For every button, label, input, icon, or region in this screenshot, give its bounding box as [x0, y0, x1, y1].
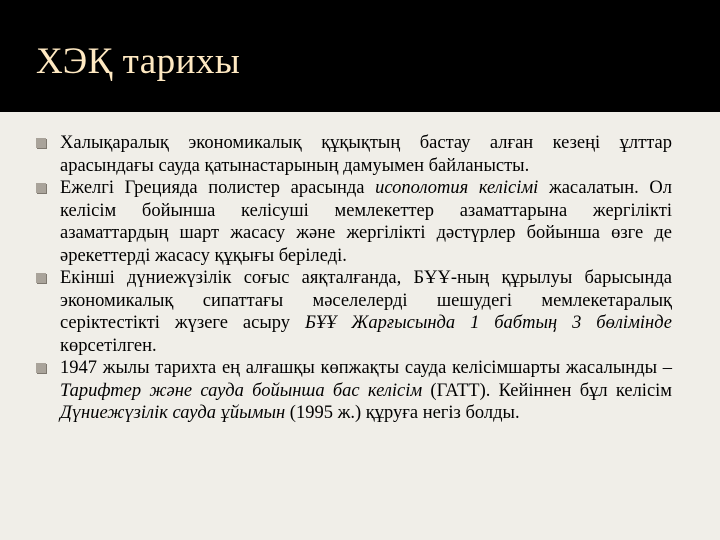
square-bullet-icon	[36, 273, 46, 283]
bullet-text: Екінші дүниежүзілік соғыс аяқталғанда, БҰҰ-ның құрылуы барысында экономикалық сипаттағы мәселелерді шешудегі мемлекетаралық серіктестікті жүзеге асыру	[60, 268, 672, 333]
content-area	[0, 112, 720, 540]
bullet-text: 1947 жылы тарихта ең алғашқы көпжақты сауда келісімшарты жасалынды –	[60, 358, 672, 378]
bullet-text-italic: исополотия келісімі	[375, 178, 539, 198]
square-bullet-icon	[36, 138, 46, 148]
bullet-text-italic: Дүниежүзілік сауда ұйымын	[60, 403, 286, 423]
bullet-text: көрсетілген.	[60, 335, 157, 356]
bullet-text: (ГАТТ). Кейіннен бұл келісім	[422, 380, 672, 401]
bullet-text: Халықаралық экономикалық құқықтың бастау алған кезеңі ұлттар арасындағы сауда қатынастарының дамуымен байланысты.	[60, 133, 672, 176]
bullet-text-italic: БҰҰ Жарғысында 1 бабтың 3 бөлімінде	[304, 313, 672, 333]
square-bullet-icon	[36, 363, 46, 373]
bullet-text-italic: Тарифтер және сауда бойынша бас келісім	[60, 380, 423, 401]
bullet-list	[0, 132, 720, 425]
bullet-text: (1995 ж.) құруға негіз болды.	[285, 403, 520, 423]
bullet-item	[0, 132, 720, 177]
bullet-text: жасалатын. Ол келісім бойынша келісуші мемлекеттер азаматтарына жергілікті азаматтардың шарт жасасу және жергілікті дәстүрлер бойынша өзге де әрекеттерді жасасу құқығы беріледі.	[60, 178, 672, 266]
title-bar	[0, 0, 720, 112]
bullet-item	[0, 357, 720, 425]
bullet-text: Ежелгі Грецияда полистер арасында	[60, 178, 376, 198]
bullet-item	[0, 267, 720, 357]
bullet-item	[0, 177, 720, 267]
slide-title: ХЭҚ тарихы	[36, 41, 241, 82]
square-bullet-icon	[36, 183, 46, 193]
